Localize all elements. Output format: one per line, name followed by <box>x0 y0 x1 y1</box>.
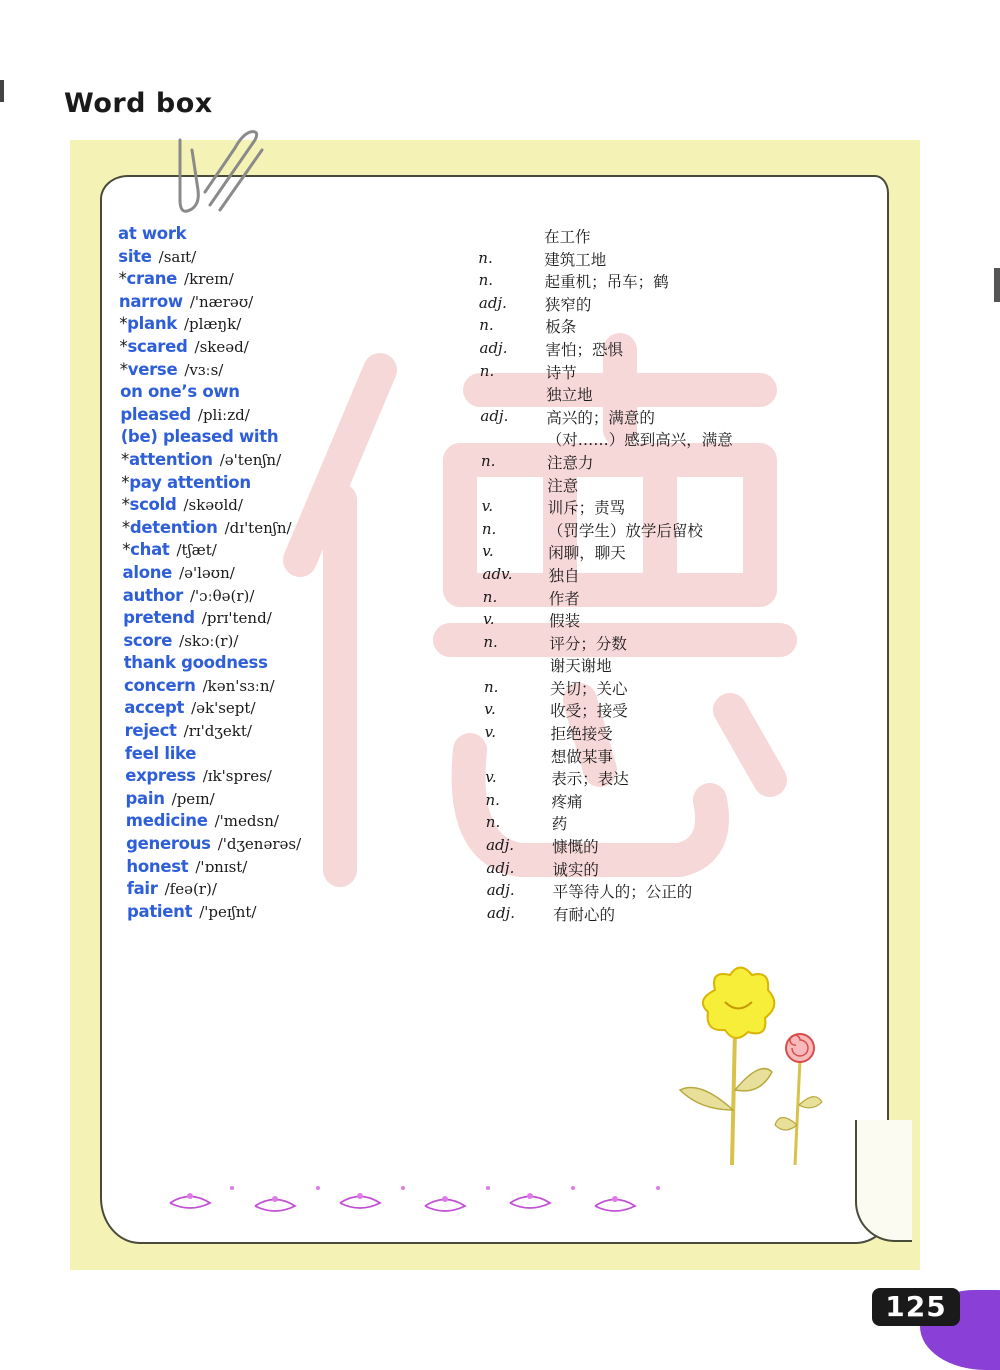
entry-part-of-speech: n. <box>484 677 499 696</box>
vocab-entry <box>123 586 843 609</box>
scan-edge-mark <box>0 80 4 102</box>
entry-headword: chat <box>130 540 170 560</box>
entry-headword: express <box>125 766 196 786</box>
vocab-entry <box>121 473 841 496</box>
entry-meaning: 平等待人的；公正的 <box>552 883 693 902</box>
vocab-entry <box>126 811 846 834</box>
entry-meaning: 疼痛 <box>551 792 583 811</box>
entry-word-group <box>124 653 275 672</box>
entry-meaning: （罚学生）放学后留校 <box>547 521 703 540</box>
entry-headword: detention <box>129 517 218 537</box>
entry-word-group <box>118 224 193 243</box>
entry-pronunciation: /'ɔːθə(r)/ <box>190 586 255 605</box>
entry-headword: accept <box>124 698 185 718</box>
vocab-entry <box>123 631 843 654</box>
entry-pronunciation: /ə'tenʃn/ <box>219 450 282 469</box>
entry-headword: narrow <box>118 291 183 311</box>
entry-meaning: 高兴的；满意的 <box>546 408 655 427</box>
entry-word-group <box>126 789 215 808</box>
entry-pronunciation: /ɪk'spres/ <box>202 767 272 786</box>
vocab-entry <box>118 247 838 270</box>
vocab-entry <box>127 879 847 902</box>
entry-headword: verse <box>127 359 178 379</box>
entry-meaning: 评分；分数 <box>549 634 627 653</box>
entry-pronunciation: /feə(r)/ <box>164 880 217 899</box>
entry-word-group <box>121 427 286 446</box>
entry-headword: site <box>118 246 152 266</box>
entry-meaning: 注意力 <box>547 453 594 472</box>
entry-pronunciation: /'medsn/ <box>214 812 279 831</box>
entry-pronunciation: /saɪt/ <box>158 247 197 266</box>
entry-meaning: 假装 <box>549 612 581 631</box>
entry-part-of-speech: v. <box>481 497 494 516</box>
vocab-entry <box>119 292 839 315</box>
entry-star: * <box>122 540 131 560</box>
entry-word-group <box>119 292 253 311</box>
entry-part-of-speech: n. <box>481 519 497 538</box>
entry-pronunciation: /vɜːs/ <box>184 360 224 379</box>
entry-word-group <box>119 269 234 288</box>
entry-pronunciation: /skəʊld/ <box>183 496 243 515</box>
entry-headword: honest <box>126 856 189 876</box>
entry-headword: medicine <box>125 811 208 831</box>
entry-headword: reject <box>124 721 177 741</box>
entry-headword: generous <box>126 834 211 854</box>
entry-meaning: 害怕；恐惧 <box>545 340 624 359</box>
entry-pronunciation: /dɪ'tenʃn/ <box>224 518 292 537</box>
entry-star: * <box>121 449 129 469</box>
entry-pronunciation: /'ɒnɪst/ <box>195 857 248 876</box>
entry-pronunciation: /kreɪn/ <box>184 270 234 289</box>
scan-edge-mark <box>994 268 1000 302</box>
entry-word-group <box>122 540 217 559</box>
paper-clip-icon <box>160 130 270 220</box>
entry-part-of-speech: adj. <box>486 858 515 877</box>
entry-part-of-speech: v. <box>485 768 497 787</box>
entry-headword: pain <box>125 788 165 808</box>
entry-word-group <box>122 518 292 537</box>
entry-pronunciation: /ə'ləʊn/ <box>179 563 235 582</box>
entry-headword: author <box>122 585 183 605</box>
entry-meaning: 独自 <box>548 566 580 585</box>
entry-part-of-speech: adj. <box>478 293 507 312</box>
vocab-entry <box>122 495 842 518</box>
flower-icon <box>660 960 840 1170</box>
entry-headword: alone <box>122 562 173 582</box>
vocab-entry <box>120 405 840 428</box>
entry-pronunciation: /skeəd/ <box>194 337 249 356</box>
entry-pronunciation: /ək'sept/ <box>191 699 256 718</box>
entry-part-of-speech: v. <box>482 542 494 561</box>
entry-part-of-speech: adj. <box>479 338 508 357</box>
entry-word-group <box>119 314 241 333</box>
entry-word-group <box>125 766 272 785</box>
entry-word-group <box>121 450 281 469</box>
entry-word-group <box>126 857 247 876</box>
entry-pronunciation: /kən'sɜːn/ <box>202 676 275 695</box>
entry-pronunciation: /pliːzd/ <box>197 405 250 424</box>
vocab-entry <box>126 857 846 880</box>
entry-meaning: 谢天谢地 <box>549 657 612 676</box>
entry-headword: pay attention <box>129 472 251 492</box>
entry-word-group <box>123 608 272 627</box>
entry-meaning: 独立地 <box>546 386 593 405</box>
entry-word-group <box>118 247 196 266</box>
vocab-entry <box>124 698 844 721</box>
entry-meaning: 建筑工地 <box>544 250 607 269</box>
entry-meaning: 收受；接受 <box>550 702 628 721</box>
entry-headword: scared <box>127 336 188 356</box>
entry-star: * <box>121 472 130 492</box>
entry-word-group <box>126 811 279 830</box>
vocab-entry <box>126 834 846 857</box>
entry-word-group <box>123 631 238 650</box>
entry-part-of-speech: v. <box>483 610 495 629</box>
entry-pronunciation: /prɪ'tend/ <box>201 609 272 628</box>
entry-meaning: 关切；关心 <box>550 679 628 698</box>
vocab-entry <box>127 902 847 925</box>
entry-word-group <box>123 563 235 582</box>
entry-part-of-speech: n. <box>481 451 496 470</box>
entry-headword: fair <box>126 879 158 899</box>
entry-pronunciation: /peɪn/ <box>171 789 215 808</box>
entry-headword: (be) pleased with <box>120 427 279 447</box>
entry-headword: feel like <box>124 743 197 763</box>
vocab-entry <box>120 337 840 360</box>
page-title: Word box <box>64 88 213 119</box>
entry-part-of-speech: n. <box>482 587 498 606</box>
border-ornament-icon <box>160 1178 680 1218</box>
vocab-entry <box>120 360 840 383</box>
entry-part-of-speech: n. <box>479 361 495 380</box>
vocab-entry <box>121 427 841 450</box>
entry-headword: score <box>123 630 173 650</box>
entry-part-of-speech: adv. <box>482 564 513 583</box>
vocab-entry <box>123 563 843 586</box>
entry-word-group <box>120 337 249 356</box>
entry-headword: at work <box>118 224 187 243</box>
entry-headword: pleased <box>120 404 191 424</box>
entry-pronunciation: /rɪ'dʒekt/ <box>183 722 252 741</box>
entry-word-group <box>125 744 203 763</box>
entry-word-group <box>121 473 257 492</box>
entry-meaning: 狭窄的 <box>544 295 592 314</box>
entry-star: * <box>119 359 128 379</box>
entry-word-group <box>123 586 255 605</box>
entry-meaning: 起重机；吊车；鹤 <box>544 273 669 292</box>
entry-part-of-speech: adj. <box>486 836 515 855</box>
paper-curl <box>855 1120 912 1242</box>
page-number: 125 <box>872 1288 960 1326</box>
vocab-entry <box>125 721 845 744</box>
entry-part-of-speech: n. <box>485 813 501 832</box>
entry-headword: scold <box>129 495 177 515</box>
entry-word-group <box>124 676 275 695</box>
vocab-entry <box>125 744 845 767</box>
entry-star: * <box>121 517 130 537</box>
entry-headword: on one’s own <box>120 382 240 402</box>
entry-headword: concern <box>124 675 196 695</box>
entry-word-group <box>120 382 247 401</box>
entry-star: * <box>119 314 128 334</box>
entry-part-of-speech: adj. <box>486 881 515 900</box>
entry-part-of-speech: n. <box>485 790 500 809</box>
entry-meaning: 拒绝接受 <box>550 725 613 744</box>
entry-word-group <box>124 698 255 717</box>
entry-pronunciation: /'peɪʃnt/ <box>199 902 257 921</box>
entry-word-group <box>120 360 224 379</box>
entry-word-group <box>122 495 243 514</box>
entry-headword: pretend <box>123 608 195 628</box>
vocab-entry <box>122 540 842 563</box>
entry-pronunciation: /tʃæt/ <box>176 541 217 560</box>
vocab-entry <box>126 789 846 812</box>
entry-star: * <box>118 269 127 289</box>
entry-meaning: 药 <box>551 815 568 834</box>
vocab-entry <box>123 608 843 631</box>
entry-headword: crane <box>126 269 178 289</box>
entry-headword: thank goodness <box>123 653 268 673</box>
entry-pronunciation: /'dʒenərəs/ <box>217 835 302 854</box>
entry-word-group <box>127 879 217 898</box>
entry-meaning: 训斥；责骂 <box>547 499 626 518</box>
vocab-entry <box>124 653 844 676</box>
entry-meaning: 表示；表达 <box>551 770 629 789</box>
entry-part-of-speech: n. <box>478 248 493 267</box>
vocab-entry <box>120 382 840 405</box>
entry-meaning: 注意 <box>547 476 579 495</box>
entry-meaning: 诚实的 <box>552 860 599 879</box>
entry-star: * <box>119 336 128 356</box>
entry-part-of-speech: v. <box>484 723 497 742</box>
entry-part-of-speech: n. <box>479 316 494 335</box>
entry-meaning: 想做某事 <box>550 747 613 766</box>
entry-star: * <box>121 495 130 515</box>
entry-word-group <box>125 721 252 740</box>
vocab-entry <box>119 269 839 292</box>
entry-pronunciation: /skɔː(r)/ <box>179 631 239 650</box>
entry-part-of-speech: adj. <box>487 903 515 922</box>
entry-meaning: 作者 <box>548 589 580 608</box>
entry-part-of-speech: n. <box>483 632 498 651</box>
entry-meaning: （对……）感到高兴，满意 <box>546 431 733 450</box>
entry-headword: plank <box>127 314 177 334</box>
vocabulary-list <box>118 224 838 924</box>
entry-headword: patient <box>127 901 193 921</box>
vocab-entry <box>122 518 842 541</box>
vocab-entry <box>124 676 844 699</box>
entry-meaning: 有耐心的 <box>553 905 616 924</box>
entry-part-of-speech: adj. <box>480 406 509 425</box>
entry-word-group <box>127 902 257 921</box>
entry-part-of-speech: n. <box>478 271 494 290</box>
entry-headword: attention <box>128 449 213 469</box>
entry-meaning: 诗节 <box>545 363 577 382</box>
vocab-entry <box>121 450 841 473</box>
vocab-entry <box>125 766 845 789</box>
entry-pronunciation: /'nærəʊ/ <box>189 292 254 311</box>
entry-meaning: 慷慨的 <box>552 838 599 857</box>
entry-part-of-speech: v. <box>484 700 496 719</box>
entry-meaning: 闲聊，聊天 <box>548 544 626 563</box>
entry-word-group <box>126 834 301 853</box>
entry-pronunciation: /plæŋk/ <box>183 315 242 334</box>
vocab-entry <box>119 314 839 337</box>
entry-meaning: 在工作 <box>544 228 591 246</box>
entry-word-group <box>120 405 249 424</box>
entry-meaning: 板条 <box>545 318 577 337</box>
vocab-entry <box>118 224 838 247</box>
